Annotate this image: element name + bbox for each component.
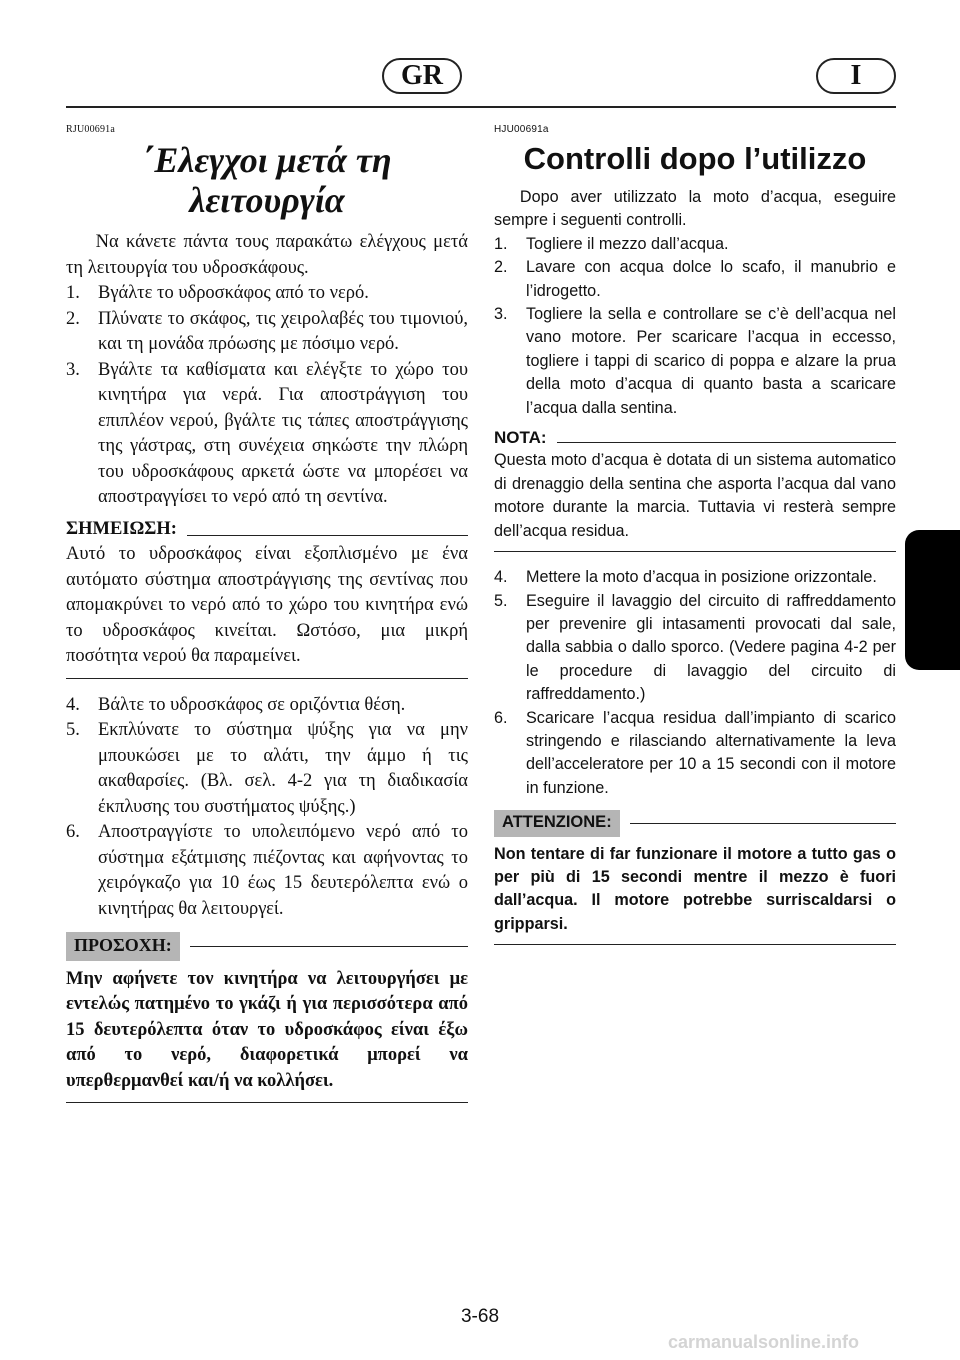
language-tab-i xyxy=(816,58,896,94)
italian-column xyxy=(494,124,896,959)
list-item: 1. Βγάλτε το υδροσκάφος από το νερό. xyxy=(66,283,369,303)
page-number: 3-68 xyxy=(460,1306,500,1327)
list-item: 2. Lavare con acqua dolce lo scafo, il manubrio e l’idrogetto. xyxy=(494,258,896,300)
chapter-thumb-tab xyxy=(905,530,960,670)
list-item: 1. Togliere il mezzo dall’acqua. xyxy=(494,234,729,253)
note-rule xyxy=(187,535,468,536)
intro-paragraph: Dopo aver utilizzato la moto d’acqua, eseguire sempre i seguenti controlli. xyxy=(494,188,896,230)
list-item: 4. Mettere la moto d’acqua in posizione orizzontale. xyxy=(494,568,877,587)
list-item: 3. Togliere la sella e controllare se c’è dell’acqua nel vano motore. Per scaricare l’acqua in eccesso, togliere i tappi di scarico di poppa e alzare la prua della moto d’acqua di quanto basta a scaricare l’acqua dalla sentina. xyxy=(494,305,896,417)
warning-rule xyxy=(630,823,896,824)
note-heading xyxy=(66,517,468,543)
language-tab-gr xyxy=(382,58,462,94)
note-rule xyxy=(557,442,896,443)
warning-text: Μην αφήνετε τον κινητήρα να λειτουργήσει με εντελώς πατημένο το γκάζι ή για περισσότερα από 15 δευτερόλεπτα όταν το υδροσκάφος είναι έξω από το νερό, διαφορετικά μπορεί να υπερθερμανθεί και/ή να κολλήσει. xyxy=(66,968,468,1091)
list-item: 5. Eseguire il lavaggio del circuito di raffreddamento per prevenire gli intasamenti provocati dal sale, dalla sabbia o dallo sporco. (Vedere pagina 4-2 per le procedure di lavaggio del circuito di raffreddamento.) xyxy=(494,591,896,704)
note-label: NOTA: xyxy=(494,428,547,448)
intro-paragraph: Να κάνετε πάντα τους παρακάτω ελέγχους μετά τη λειτουργία του υδροσκάφους. xyxy=(66,232,468,278)
list-item: 2. Πλύνατε το σκάφος, τις χειρολαβές του τιμονιού, και τη μονάδα πρόωσης με πόσιμο νερό. xyxy=(66,308,468,354)
warning-end-rule xyxy=(66,1102,468,1103)
list-item: 3. Βγάλτε τα καθίσματα και ελέγξτε το χώρο του κινητήρα για νερά. Για αποστράγγιση του επιπλέον νερού, βγάλτε τις τάπες αποστράγγισης της γάστρας, στη συνέχεια σηκώστε την πλώρη του υδροσκάφους αρκετά ώστε να μπορέσει να αποστραγγίσει το νερό από τη σεντίνα. xyxy=(66,359,468,507)
section-title: Controlli dopo l’utilizzo xyxy=(523,141,867,176)
note-end-rule xyxy=(494,551,896,552)
header-rule xyxy=(66,106,896,108)
warning-heading xyxy=(66,932,468,961)
warning-text: Non tentare di far funzionare il motore a tutto gas o per più di 15 secondi mentre il mezzo è fuori dall’acqua. Il motore potrebbe surriscaldarsi o gripparsi. xyxy=(494,844,896,933)
note-end-rule xyxy=(66,678,468,679)
section-code: RJU00691a xyxy=(66,124,116,135)
warning-label: ATTENZIONE: xyxy=(494,810,620,836)
note-label: ΣΗΜΕΙΩΣΗ: xyxy=(66,518,177,539)
list-item: 6. Αποστραγγίστε το υπολειπόμενο νερό από το σύστημα εξάτμισης πιέζοντας και αφήνοντας το χειρόγκαζο για 10 έως 15 δευτερόλεπτα ενώ ο κινητήρας θα λειτουργεί. xyxy=(66,822,468,919)
warning-heading xyxy=(494,810,896,836)
list-item: 5. Εκπλύνατε το σύστημα ψύξης για να μην μπουκώσει με το αλάτι, την άμμο ή τις ακαθαρσίες. (Βλ. σελ. 4-2 για τη διαδικασία έκπλυσης του συστήματος ψύξης.) xyxy=(66,720,468,817)
warning-label: ΠΡΟΣΟΧΗ: xyxy=(66,932,180,961)
watermark: carmanualsonline.info xyxy=(668,1332,860,1352)
list-item: 4. Βάλτε το υδροσκάφος σε οριζόντια θέση. xyxy=(66,694,406,715)
warning-rule xyxy=(190,946,468,947)
greek-column xyxy=(66,124,468,1117)
language-tab-i-label: I xyxy=(816,58,896,94)
note-heading xyxy=(494,426,896,449)
section-code: HJU00691a xyxy=(494,124,549,135)
note-text: Questa moto d’acqua è dotata di un sistema automatico di drenaggio della sentina che asporta l’acqua dal vano motore durante la marcia. Tuttavia vi resterà sempre dell’acqua residua. xyxy=(494,451,896,540)
section-title: ΄Ελεγχοι μετά τη λειτουργία xyxy=(142,140,392,220)
warning-end-rule xyxy=(494,944,896,945)
note-text: Αυτό το υδροσκάφος είναι εξοπλισμένο με ένα αυτόματο σύστημα αποστράγγισης της σεντίνας που απομακρύνει το νερό από το χώρο του κινητήρα ενώ το υδροσκάφος κινείται. Ωστόσο, μια μικρή ποσότητα νερού θα παραμείνει. xyxy=(66,544,468,666)
language-tab-gr-label: GR xyxy=(382,58,462,94)
list-item: 6. Scaricare l’acqua residua dall’impianto di scarico stringendo e rilasciando alternativamente la leva dell’acceleratore per 10 a 15 secondi con il motore in funzione. xyxy=(494,708,896,797)
